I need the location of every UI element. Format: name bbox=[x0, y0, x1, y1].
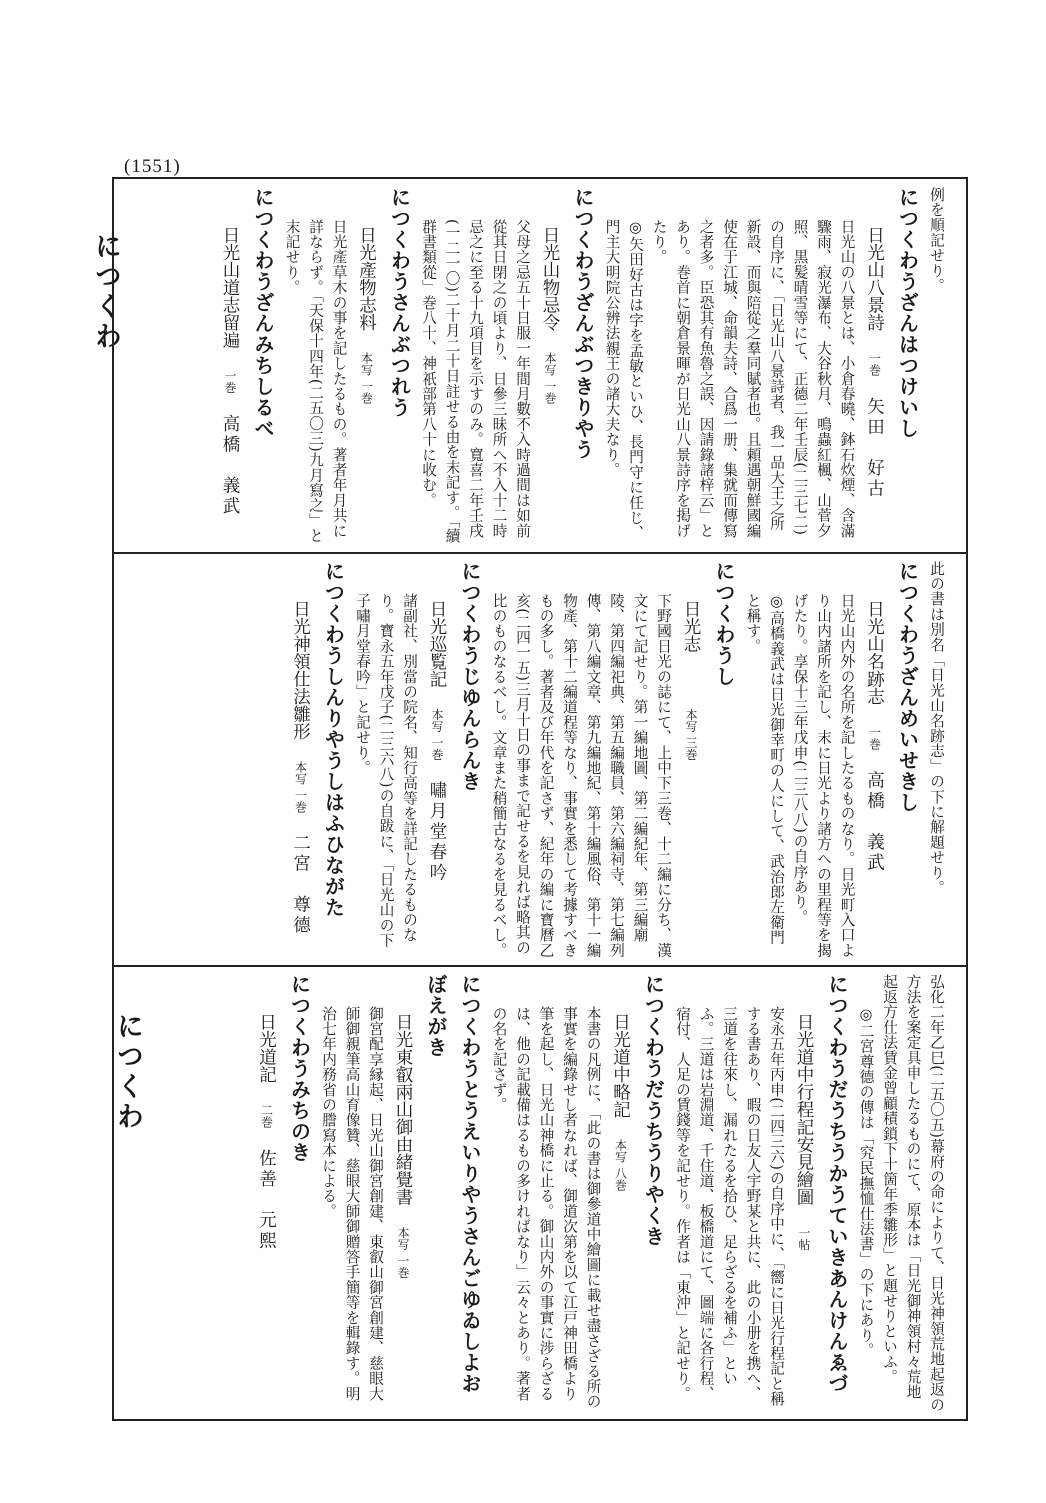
running-head-top: につくわ bbox=[90, 232, 121, 352]
entry-heading: につくわうざんぶつきりやう bbox=[571, 187, 595, 460]
entry-heading: につくわうざんめいせきし bbox=[895, 561, 920, 813]
band-divider-bottom bbox=[114, 965, 966, 967]
entry-volume: 本写 三巻 bbox=[684, 708, 698, 760]
entry-note: ◎矢田好古は字を孟敏といひ、長門守に任じ、門主大明院公辨法親王の諸大夫なり。 bbox=[603, 219, 644, 541]
continuation-text: 此の書は別名「日光山名跡志」の下に解題せり。 bbox=[928, 561, 945, 896]
entry-title-line bbox=[605, 1013, 637, 1415]
entry-text: 日光山内外の名所を記したるものなり。日光町入口より山内諸所を記し、末に日光より諸方への里程等を揭げたり。享保十三年戊申(二三八八)の自序あり。 bbox=[791, 593, 856, 958]
entry-title: 日光山道志留遍 bbox=[220, 225, 240, 348]
entry-title: 日光東叡兩山御由緒覺書 bbox=[393, 1012, 413, 1205]
entry-author: 高橋 義武 bbox=[220, 414, 240, 517]
entry-title-line bbox=[387, 1013, 419, 1415]
continuation-note: ◎二宮尊德の傳は「究民撫恤仕法書」の下にあり。 bbox=[857, 1006, 875, 1359]
entry-title: 日光山八景詩 bbox=[864, 225, 885, 331]
entry-title-line bbox=[421, 600, 453, 959]
entry-text: 父母之忌五十日服一年間月數不入時過間は如前從其日閉之の頃より、日參三昧所へ不入十二時忌之に至る十九項目を示すのみ。寬喜二年壬戌(一二一〇)二十月二十日註せる由を末記す。「續群書類從」巻八十、神祇部第八十に收む。 bbox=[420, 219, 531, 544]
entry-note: ◎高橋義武は日光御幸町の人にして、武治郎左衛門と稱す。 bbox=[744, 593, 785, 946]
entry-title: 日光山名跡志 bbox=[864, 599, 885, 705]
entry-title: 日光山物忌令 bbox=[540, 225, 560, 331]
entry-title-line bbox=[285, 600, 317, 959]
entry-author: 佐善 元熙 bbox=[256, 1148, 277, 1251]
entry-volume: 一巻 bbox=[867, 351, 882, 376]
entry-volume: 一巻 bbox=[223, 369, 237, 393]
entry-heading: につくわうとうえいりやうさんごゆゐしよおぼえがき bbox=[424, 974, 482, 1394]
entry-text: 安永五年丙申(二四三六)の自序中に、「嚮に日光行程記と稱する書あり、暇の日友人宇野某と共に、此の小册を携へ、三道を往來し、漏れたるを拾ひ、足らざるを補ふ」といふ。三道は岩淵道、千住道、板橋道にて、圖端に各行程、宿付、人足の賃錢等を記せり。作者は「東沖」と記せり。 bbox=[674, 1006, 785, 1407]
entry-title: 日光道中行程記安見繪圖 bbox=[794, 1012, 814, 1205]
band-top bbox=[132, 187, 948, 545]
entry-text: 日光山の八景とは、小倉春曉、鉢石炊煙、含滿驟雨、寂光瀑布、大谷秋月、鳴蟲紅楓、山菅夕照、黒髪晴雪等にて、正德二年壬辰(二三七二)の自序に、「日光山八景詩者、我一品大王之所新設、而與陪從之羣同賦者也。且頼遇朝鮮國編使在于江城、命韻夫詩、合爲一册、集就而傳寫之者多。臣恐其有魚魯之誤、因請錄諸梓云」とあり。巻首に朝倉景暉が日光山八景詩序を掲げたり。 bbox=[650, 219, 856, 539]
entry-volume: 本写 八巻 bbox=[613, 1138, 628, 1191]
entry-text: 本書の凡例に、「此の書は御參道中繪圖に載せ盡さざる所の事實を編錄せし者なれば、御道次第を以て江戸神田橋より筆を起し、日光山神橋に止る。御山内外の事實に涉らざるは、他の記載備はるもの多ければなり」云々とあり。著者の名を記さず。 bbox=[490, 1006, 602, 1410]
continuation-text: 弘化二年乙巳(二五〇五)幕府の命によりて、日光神領荒地起返の方法を案定具申したるものにて、原本は「日光御神領村々荒地起返方仕法賃金曾顧積鎖下十箇年季雛形」と題せりといふ。 bbox=[881, 974, 945, 1413]
entry-title-line bbox=[351, 226, 383, 546]
entry-text: 諸副社、別當の院名、知行高等を詳記したるものなり。寶永五年戊子(二三六八)の自跋に、「日光山の下子嘯月堂春吟」と記せり。 bbox=[354, 593, 418, 948]
page-frame bbox=[112, 177, 968, 1421]
entry-text: 日光產草木の事を記したるもの。著者年月共に詳ならず。「天保十四年(二五〇三)九月寫之」と末記せり。 bbox=[283, 219, 348, 544]
entry-title-line bbox=[788, 1013, 820, 1415]
entry-volume: 一巻 bbox=[867, 725, 882, 750]
entry-heading: につくわうじゆんらんき bbox=[458, 561, 482, 792]
entry-title-line bbox=[859, 226, 891, 546]
entry-text: 御宮配享縁起、日光山御宮創建、東叡山御宮創建、慈眼大師御親筆高山育像贊、慈眼大師御贈答手簡等を輯錄す。明治七年内務省の謄寫本による。 bbox=[320, 1006, 384, 1402]
page-number: (1551) bbox=[124, 156, 181, 177]
band-bottom bbox=[132, 974, 948, 1414]
entry-author: 嘯月堂春吟 bbox=[427, 780, 447, 884]
entry-heading: につくわうさんぶつれう bbox=[387, 187, 412, 418]
entry-text: 下野國日光の誌にて、上中下三巻、十二編に分ち、漢文にて記せり。第一編地圖、第二編紀年、第三編廟陵、第四編祀典、第五編職員、第六編祠寺、第七編列傳、第八編文章、第九編地紀、第十編風俗、第十一編物產、第十二編道程等なり、事實を悉して考據すべきもの多し。著者及び年代を記さず、紀年の編に寶曆乙亥(二四一五)三月十日の事まで記せるを見れば略其の比のものなるべし。文章また稍簡古なるを見るべし。 bbox=[490, 593, 672, 958]
entry-author: 矢田 好古 bbox=[864, 396, 885, 499]
entry-author: 高橋 義武 bbox=[864, 770, 885, 873]
entry-title: 日光道中略記 bbox=[610, 1012, 631, 1118]
entry-heading: につくわうみちのき bbox=[287, 974, 312, 1163]
band-middle bbox=[132, 561, 948, 958]
entry-title-line bbox=[214, 226, 246, 546]
running-head-mid: につくわ bbox=[112, 1012, 143, 1132]
entry-heading: につくわうだうちうりやくき bbox=[641, 974, 666, 1247]
entry-title: 日光產物志料 bbox=[356, 225, 377, 331]
entry-heading: につくわうざんみちしるべ bbox=[251, 187, 275, 439]
entry-heading: につくわうだうちうかうていきあんけんゑづ bbox=[825, 974, 849, 1394]
entry-heading: につくわうざんはつけいし bbox=[895, 187, 920, 439]
entry-title: 日光神領仕法雛形 bbox=[290, 599, 311, 740]
entry-volume: 本写 一巻 bbox=[359, 351, 374, 404]
entry-volume: 本写 一巻 bbox=[293, 760, 308, 813]
entry-volume: 一帖 bbox=[797, 1226, 811, 1250]
entry-heading: につくわうし bbox=[712, 561, 736, 687]
entry-volume: 二巻 bbox=[259, 1103, 274, 1128]
entry-title: 日光巡覧記 bbox=[427, 599, 447, 687]
continuation-text: 例を順記せり。 bbox=[928, 187, 945, 294]
entry-title-line bbox=[251, 1013, 283, 1415]
entry-title-line bbox=[859, 600, 891, 959]
entry-volume: 本写 一巻 bbox=[543, 351, 557, 404]
entry-author: 二宮 尊德 bbox=[290, 833, 311, 936]
entry-title: 日光志 bbox=[681, 599, 701, 652]
entry-title-line bbox=[675, 600, 707, 959]
entry-heading: につくわうしんりやうしはふひながた bbox=[321, 561, 346, 918]
entry-volume: 本写 一巻 bbox=[396, 1226, 410, 1278]
entry-title-line bbox=[534, 226, 566, 546]
entry-volume: 本写 一巻 bbox=[430, 708, 444, 760]
entry-title: 日光道記 bbox=[256, 1012, 277, 1083]
band-divider-top bbox=[114, 552, 966, 554]
